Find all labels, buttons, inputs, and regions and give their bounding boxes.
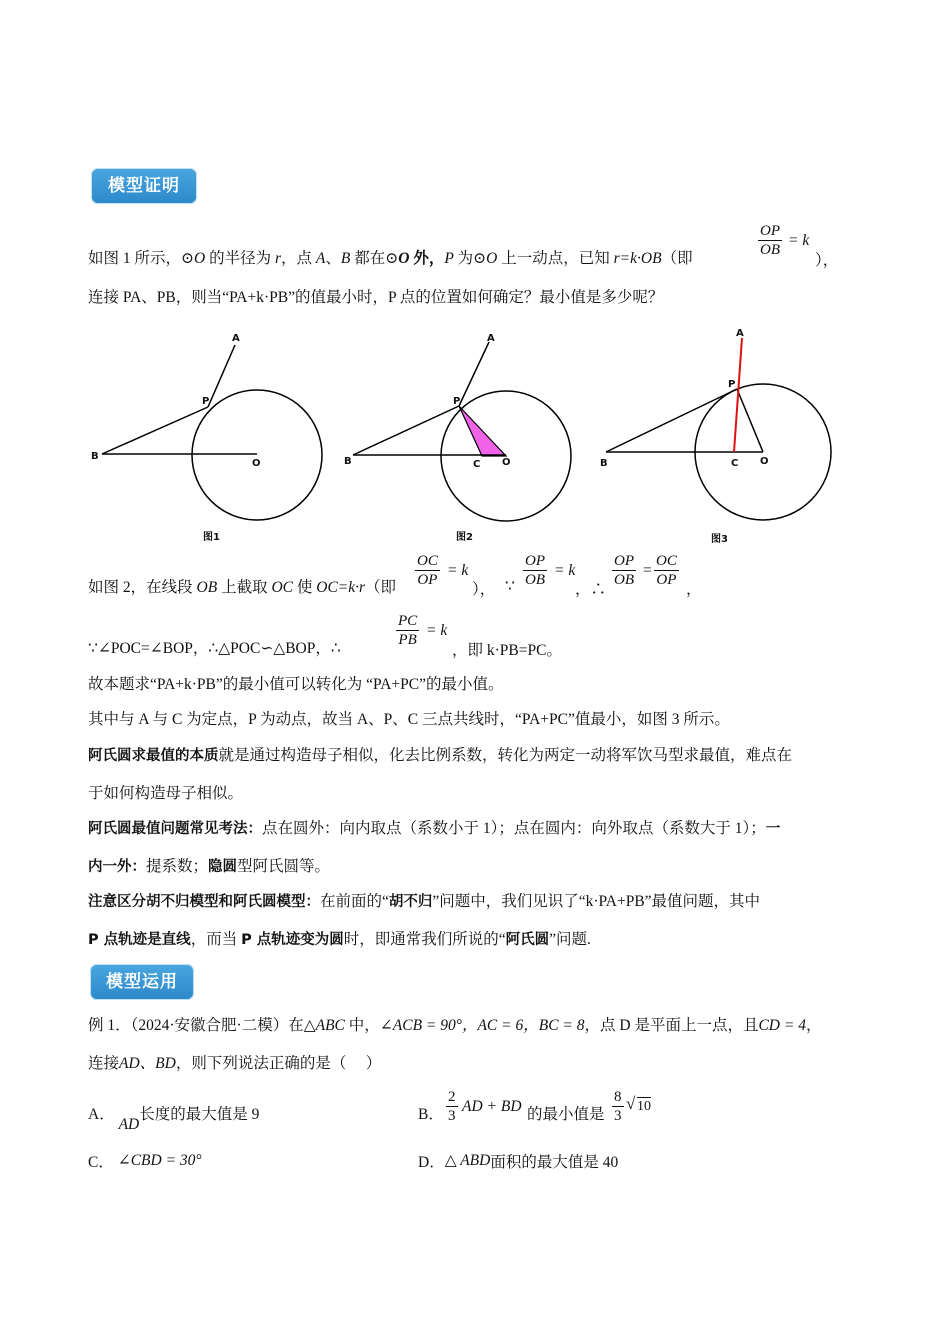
- example-math: △ABC: [303, 1017, 345, 1034]
- note-essence: [88, 745, 792, 767]
- therefore-symbol: ，∴: [575, 581, 607, 598]
- fraction-eight-thirds: [612, 1088, 624, 1125]
- point-label-p: P: [728, 379, 736, 390]
- intro-text: ），: [815, 252, 839, 269]
- option-c[interactable]: [88, 1150, 202, 1172]
- fraction-denominator: OB: [614, 572, 634, 588]
- fraction-tail: = k: [788, 232, 810, 249]
- fraction-oc-op: [654, 552, 679, 589]
- segment-po: [737, 389, 763, 452]
- fraction-tail: = k: [554, 562, 576, 579]
- figure-caption-2: 图2: [456, 532, 473, 543]
- figure-3: [606, 338, 831, 520]
- example-text: 中，: [344, 1017, 380, 1034]
- section-tag-use: 模型运用: [90, 964, 194, 1000]
- point-label-a: A: [487, 333, 495, 344]
- note-bold: P 点轨迹是直线: [88, 932, 191, 948]
- note-text: 点在圆外：向内取点（系数小于 1）；点在圆内：向外取点（系数大于 1）；: [262, 820, 766, 837]
- proof-text: OC=k·r: [316, 579, 366, 596]
- option-math: △ ABD: [444, 1152, 491, 1169]
- fraction-denominator: OP: [417, 572, 438, 588]
- proof-text: ，: [686, 581, 702, 598]
- fraction-oc-op: [415, 552, 440, 589]
- segment-bp: [606, 389, 737, 452]
- example-math: ∠ACB = 90°，AC = 6，BC = 8: [379, 1017, 585, 1034]
- note-text: 提系数；: [146, 858, 209, 875]
- point-label-b: B: [344, 456, 352, 467]
- fraction-tail: = k: [447, 562, 469, 579]
- point-label-c: C: [731, 458, 739, 469]
- fraction-tail: = k: [426, 622, 448, 639]
- note-text: 就是通过构造母子相似，化去比例系数，转化为两定一动将军饮马型求最值，难点在: [218, 747, 793, 764]
- option-text: 的最小值是: [527, 1106, 605, 1123]
- note-text: ”问题中，我们见识了“k·PA+PB”最值问题，其中: [432, 893, 761, 910]
- fraction-two-thirds: [446, 1088, 458, 1125]
- note-bold: 胡不归: [388, 894, 433, 910]
- option-text: 长度的最大值是 9: [139, 1106, 260, 1123]
- intro-text: O: [486, 250, 498, 267]
- radicand: 10: [637, 1099, 651, 1114]
- intro-text: 、: [325, 250, 341, 267]
- fraction-op-ob: [758, 222, 782, 259]
- intro-text: （即: [661, 250, 693, 267]
- proof-text: 如图 2，在线段: [88, 579, 197, 596]
- example-line-1: [88, 1015, 821, 1037]
- note-bold: 一: [765, 821, 781, 837]
- segment-pa: [208, 345, 235, 407]
- fraction-op-ob: [523, 552, 547, 589]
- intro-text: 上一动点，已知: [497, 250, 614, 267]
- option-b[interactable]: [418, 1102, 444, 1124]
- point-label-o: O: [502, 457, 511, 468]
- segment-apc-red: [734, 338, 742, 452]
- circle-o: [192, 390, 322, 520]
- intro-text: 都在⊙: [350, 250, 399, 267]
- fraction-denominator: OB: [525, 572, 545, 588]
- proof-text: ），: [472, 581, 496, 598]
- figure-2: [353, 342, 571, 521]
- intro-text: 外，: [409, 250, 445, 267]
- point-label-a: A: [232, 333, 240, 344]
- fraction-numerator: PC: [398, 613, 418, 629]
- point-label-o: O: [760, 456, 769, 467]
- fraction-denominator: PB: [398, 632, 417, 648]
- point-label-a: A: [736, 328, 744, 339]
- example-text: 连接: [88, 1055, 120, 1072]
- segment-bp: [353, 406, 459, 455]
- note-text: ”问题.: [549, 931, 591, 948]
- fraction-numerator: OP: [525, 553, 545, 569]
- note-bold: P 点轨迹变为圆: [241, 932, 344, 948]
- proof-line-1: [88, 577, 396, 599]
- segment-pa: [459, 342, 489, 406]
- fraction-denominator: 3: [448, 1108, 456, 1124]
- point-label-b: B: [91, 451, 99, 462]
- note-bold: 注意区分胡不归模型和阿氏圆模型：: [88, 894, 320, 910]
- example-text: 例 1．（2024·安徽合肥·二模）在: [88, 1017, 304, 1034]
- point-label-p: P: [453, 396, 461, 407]
- note-method: [88, 818, 780, 840]
- note-essence-cont: 于如何构造母子相似。: [88, 785, 244, 802]
- fraction-denominator: OP: [656, 572, 677, 588]
- intro-text: 为⊙: [453, 250, 487, 267]
- intro-text: 如图 1 所示，⊙: [88, 250, 194, 267]
- option-label: C．: [88, 1154, 114, 1171]
- note-text: 时，即通常我们所说的“: [343, 931, 506, 948]
- option-a[interactable]: [88, 1102, 260, 1133]
- section-tag-proof: 模型证明: [91, 168, 197, 204]
- because-symbol: ∵: [505, 578, 515, 595]
- note-bold: 阿氏圆最值问题常见考法：: [88, 821, 262, 837]
- example-text: ，: [805, 1017, 822, 1034]
- intro-text: B: [340, 250, 351, 267]
- intro-text: r=k·OB: [613, 250, 662, 267]
- fraction-op-ob: [612, 552, 636, 589]
- fraction-numerator: OC: [656, 553, 677, 569]
- note-bold: 阿氏圆求最值的本质: [88, 748, 219, 764]
- note-text: 型阿氏圆等。: [237, 858, 331, 875]
- option-d[interactable]: [418, 1150, 618, 1172]
- note-method-cont: [88, 856, 330, 878]
- intro-text: ，点: [281, 250, 316, 267]
- proof-text: 使: [293, 579, 317, 596]
- example-text: ，点 D 是平面上一点，且: [584, 1017, 759, 1034]
- proof-text: OB: [196, 579, 218, 596]
- note-attention: [88, 891, 760, 913]
- proof-text: ，即 k·PB=PC。: [452, 642, 562, 659]
- intro-text: O: [398, 250, 410, 267]
- triangle-poc: [459, 406, 506, 456]
- fraction-numerator: 8: [614, 1089, 622, 1105]
- note-text: ，而当: [190, 931, 242, 948]
- option-label: A．: [88, 1106, 115, 1123]
- figure-1: [102, 345, 322, 520]
- intro-line-2: 连接 PA、PB，则当“PA+k·PB”的值最小时，P 点的位置如何确定？最小值是多少呢？: [88, 289, 664, 306]
- proof-text: OC: [271, 579, 293, 596]
- fraction-numerator: 2: [448, 1089, 456, 1105]
- fraction-numerator: OP: [614, 553, 634, 569]
- option-math: AD: [118, 1116, 140, 1133]
- option-math: AD + BD: [462, 1098, 522, 1115]
- intro-text: P: [444, 250, 454, 267]
- note-attention-cont: [88, 929, 591, 951]
- figures-svg: [80, 320, 860, 550]
- fraction-pc-pb: [396, 612, 419, 649]
- example-line-2: [88, 1053, 381, 1075]
- fraction-denominator: 3: [614, 1108, 622, 1124]
- figure-caption-1: 图1: [203, 532, 220, 543]
- proof-line-2: ∵∠POC=∠BOP，∴△POC∽△BOP，∴: [88, 640, 341, 657]
- example-text: ，则下列说法正确的是（ ）: [175, 1055, 382, 1072]
- example-math: AD、BD: [119, 1055, 176, 1072]
- note-bold: 阿氏圆: [505, 932, 550, 948]
- option-label: D．: [418, 1154, 445, 1171]
- figure-caption-3: 图3: [711, 534, 728, 545]
- fraction-numerator: OC: [417, 553, 438, 569]
- note-bold: 隐圆: [208, 859, 238, 875]
- proof-line-4: 其中与 A 与 C 为定点，P 为动点，故当 A、P、C 三点共线时，“PA+PC”值最小，如图 3 所示。: [88, 711, 730, 728]
- intro-line-1: [88, 248, 693, 270]
- intro-text: r: [274, 250, 282, 267]
- proof-line-3: 故本题求“PA+k·PB”的最小值可以转化为 “PA+PC”的最小值。: [88, 676, 504, 693]
- point-label-c: C: [473, 459, 481, 470]
- proof-text: （即: [365, 579, 397, 596]
- intro-text: 的半径为: [205, 250, 275, 267]
- proof-text: 上截取: [217, 579, 272, 596]
- option-text: 面积的最大值是 40: [490, 1154, 619, 1171]
- point-label-b: B: [600, 458, 608, 469]
- example-math: CD = 4: [758, 1017, 806, 1034]
- equals-sign: =: [643, 562, 652, 579]
- note-bold: 内一外：: [88, 859, 146, 875]
- note-text: 在前面的“: [320, 893, 389, 910]
- fraction-denominator: OB: [760, 242, 780, 258]
- point-label-p: P: [202, 396, 210, 407]
- intro-text: O: [194, 250, 206, 267]
- fraction-numerator: OP: [760, 223, 780, 239]
- option-label: B．: [418, 1106, 444, 1123]
- point-label-o: O: [252, 458, 261, 469]
- intro-text: A: [315, 250, 326, 267]
- option-math: ∠CBD = 30°: [117, 1152, 202, 1169]
- sqrt-icon: √: [626, 1094, 636, 1113]
